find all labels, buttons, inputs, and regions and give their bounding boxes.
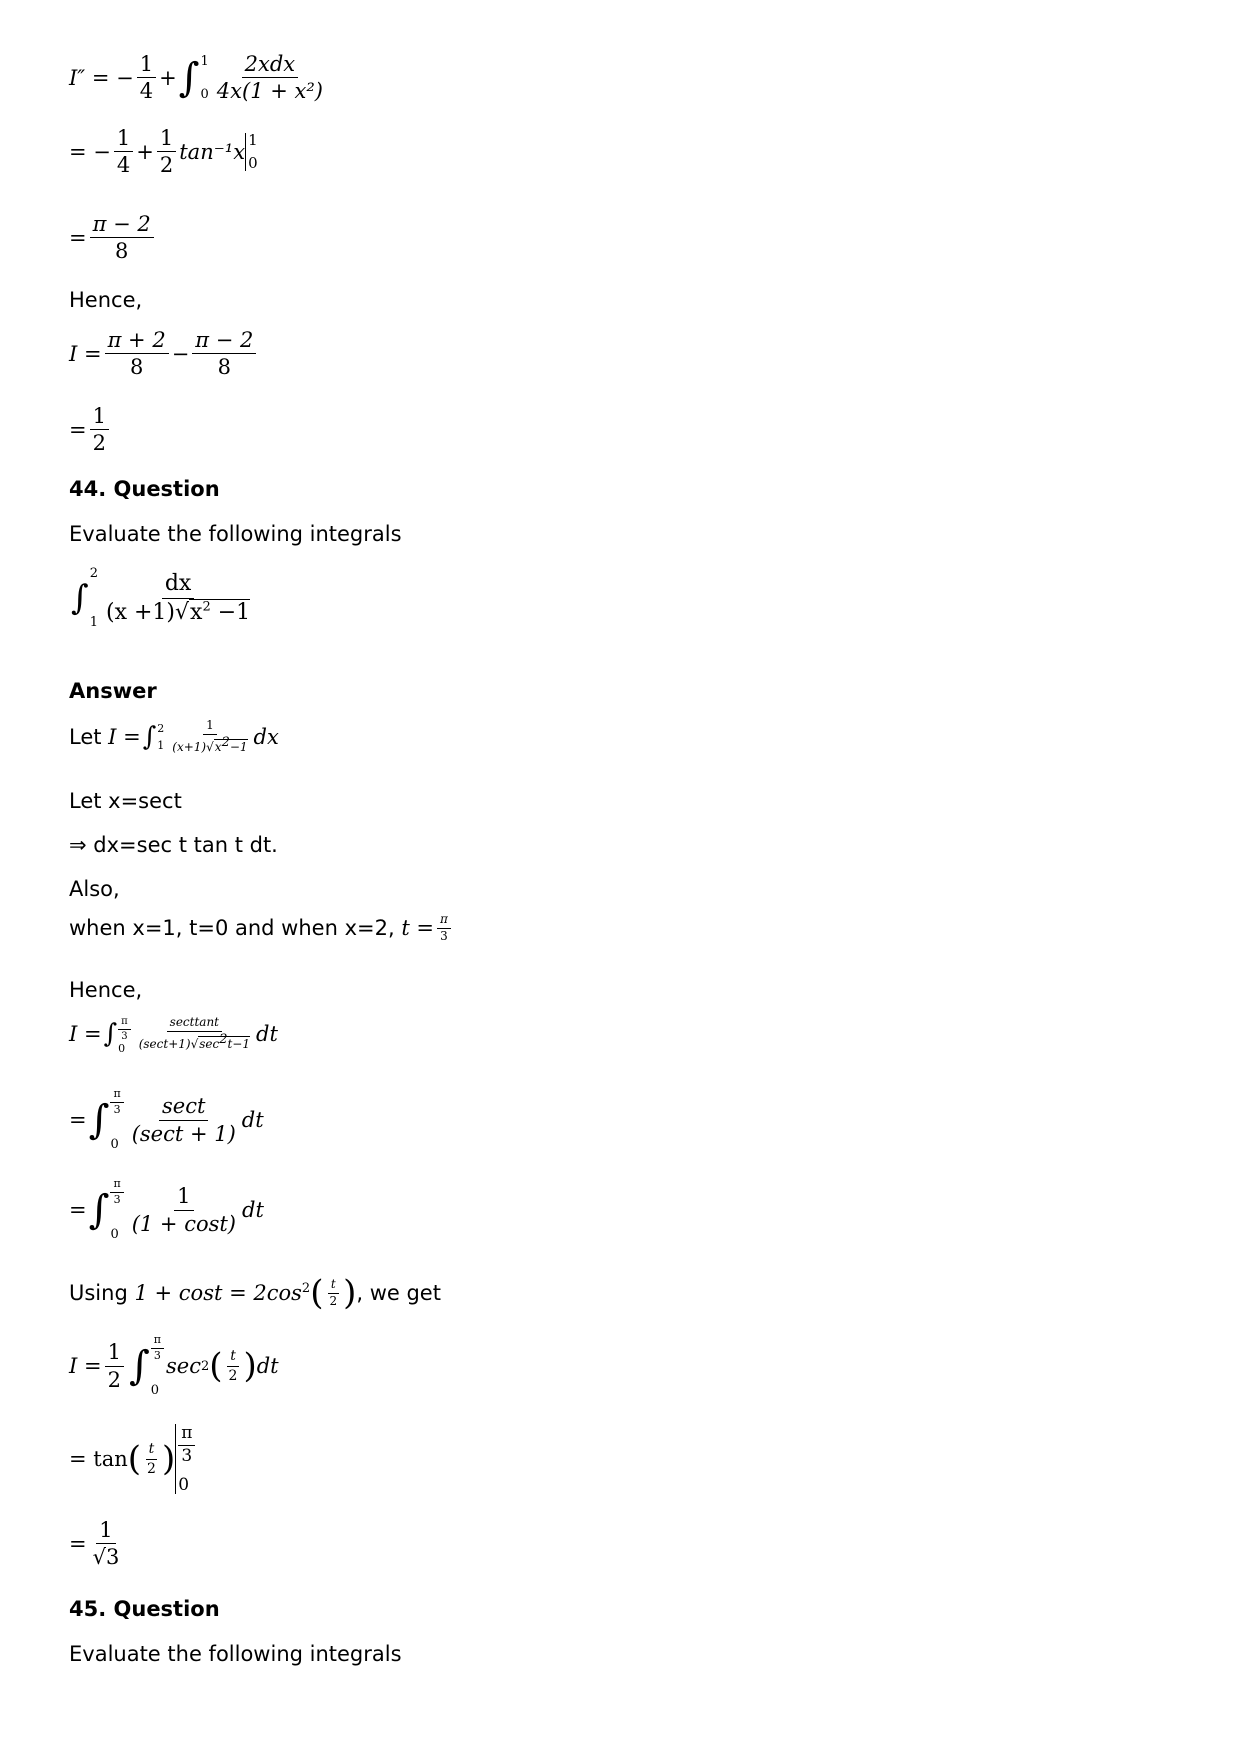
integral-sign-icon: ∫ 2 1 — [71, 566, 98, 630]
equation-one-half: = $\frac{1}{2}$ — [69, 404, 112, 455]
question-45-prompt: Evaluate the following integrals — [69, 1642, 402, 1666]
integral-sign-icon: ∫ 1 0 — [178, 53, 209, 102]
also-label: Also, — [69, 877, 120, 901]
identity-line: Using $1 + \cos t = 2\cos^2$ ( $\frac{t}{2}$ ) , we get — [69, 1273, 441, 1313]
hence-label-2: Hence, — [69, 978, 143, 1002]
question-44-prompt: Evaluate the following integrals — [69, 522, 402, 546]
substitution-line: Let x=sect — [69, 789, 182, 813]
substituted-integral: I = ∫ $\frac{\pi}{3}$ 0 $\frac{\text{secttant}}{(\sec t+1)√\sec^2t-1}$ dt — [69, 1015, 278, 1055]
equation-pi-minus-2-over-8: = $\frac{\pi - 2}{8}$ — [69, 212, 157, 263]
differential-line: ⇒ dx=sec t tan t dt. — [69, 833, 278, 857]
equation-arctan-step: = − $\frac{1}{4}$ + $\frac{1}{2}$ tan⁻¹x 1 0 — [69, 126, 258, 178]
final-result: = $\frac{1}{√3}$ — [69, 1518, 120, 1570]
tan-evaluation: = tan ( $\frac{t}{2}$ ) $\frac{\pi}{3}$ 0 — [69, 1424, 195, 1494]
hence-label: Hence, — [69, 288, 143, 312]
question-44-heading: 44. Question — [69, 477, 220, 501]
half-sec-squared-integral: I = $\frac{1}{2}$ ∫ $\frac{\pi}{3}$ 0 sec 2 ( $\frac{t}{2}$ ) dt — [69, 1333, 279, 1398]
equation-i-difference: I = $\frac{\pi + 2}{8}$ − $\frac{\pi - 2}{8}$ — [69, 328, 259, 379]
question-44-integral: ∫ 2 1 $\frac{dx}{(x +1)√x^2 -1}$ — [71, 566, 251, 630]
limits-change-line: when x=1, t=0 and when x=2, t = $\frac{\pi}{3}$ — [69, 913, 454, 944]
let-i-definition: Let I = ∫ 2 1 $\frac{1}{(x+1)√x^2-1}$ dx — [69, 718, 279, 754]
question-45-heading: 45. Question — [69, 1597, 220, 1621]
answer-label: Answer — [69, 679, 157, 703]
equation-i-double-prime: I″ = − $\frac{1}{4}$ + ∫ 1 0 $\frac{\text{2xdx}}{\text{4x(1 + x²)}}$ — [69, 52, 323, 104]
simplified-integral-sect: = ∫ $\frac{\pi}{3}$ 0 $\frac{\sec t}{(\sec t + 1)}$ dt — [69, 1087, 264, 1152]
simplified-integral-cost: = ∫ $\frac{\pi}{3}$ 0 $\frac{1}{(1 + \cos t)}$ dt — [69, 1177, 264, 1242]
